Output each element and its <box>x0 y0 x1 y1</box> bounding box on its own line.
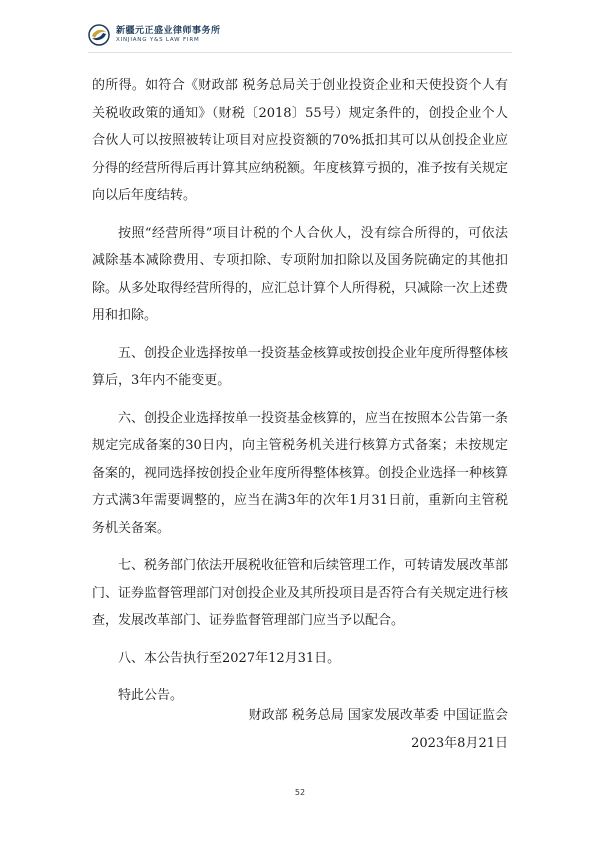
paragraph-article-8: 八、本公告执行至2027年12月31日。 <box>118 650 341 666</box>
paragraph-article-5: 五、创投企业选择按单一投资基金核算或按创投企业年度所得整体核算后，3年内不能变更。 <box>92 345 509 388</box>
paragraph-article-7: 七、税务部门依法开展税收征管和后续管理工作，可转请发展改革部门、证券监督管理部门对创投企业及其所投项目是否符合有关规定进行核查，发展改革部门、证券监督管理部门应当予以配合。 <box>92 558 509 628</box>
document-body <box>92 72 508 710</box>
firm-name-en: XINJIANG Y&S LAW FIRM <box>116 36 200 43</box>
header-divider <box>88 52 512 53</box>
paragraph: 按照“经营所得”项目计税的个人合伙人，没有综合所得的，可依法减除基本减除费用、专项扣除、专项附加扣除以及国务院确定的其他扣除。从多处取得经营所得的，应汇总计算个人所得税，只减除一次上述费用和扣除。 <box>92 225 509 323</box>
paragraph-article-6: 六、创投企业选择按单一投资基金核算的，应当在按照本公告第一条规定完成备案的30日内，向主管税务机关进行核算方式备案；未按规定备案的，视同选择按创投企业年度所得整体核算。创投企业选择一种核算方式满3年需要调整的，应当在满3年的次年1月31日前，重新向主管税务机关备案。 <box>92 410 509 536</box>
law-firm-logo-icon <box>88 24 110 46</box>
signature-date: 2023年8月21日 <box>411 736 508 751</box>
firm-name <box>116 27 221 44</box>
page-number: 52 <box>294 788 306 797</box>
page-header <box>88 18 221 52</box>
firm-name-cn: 新疆元正盛业律师事务所 <box>116 25 221 36</box>
paragraph-continued: 的所得。如符合《财政部 税务总局关于创业投资企业和天使投资个人有关税收政策的通知》（财税〔2018〕55号）规定条件的，创投企业个人合伙人可以按照被转让项目对应投资额的70%抵扣其可以从创投企业应分得的经营所得后再计算其应纳税额。年度核算亏损的，准予按有关规定向以后年度结转。 <box>92 78 509 203</box>
signature-issuers: 财政部 税务总局 国家发展改革委 中国证监会 <box>248 708 508 723</box>
closing-line: 特此公告。 <box>118 688 184 703</box>
